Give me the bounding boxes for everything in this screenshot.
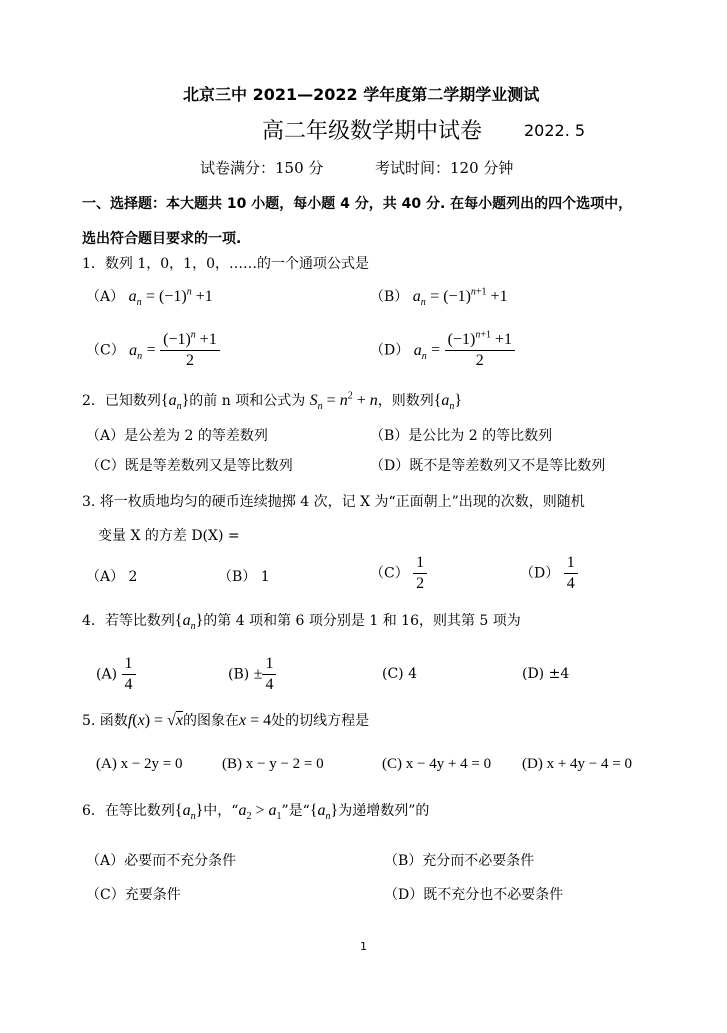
fraction: $\frac{1}{4}$ xyxy=(564,553,578,594)
math-expr: = xyxy=(431,341,441,359)
q2-stem: 2．已知数列$\{a_n\}$的前 n 项和公式为 $S_n = n^2 + n$，则数列$\{a_n\}$ xyxy=(82,390,463,413)
q6-stem: 6．在等比数列$\{a_n\}$中，“$a_2 > a_1$”是“$\{a_n\}$为递增数列”的 xyxy=(82,802,430,823)
q6-option-a: （A）必要而不充分条件 xyxy=(86,853,237,869)
option-label: (A) xyxy=(96,666,118,683)
exam-time: 考试时间：120 分钟 xyxy=(375,159,514,177)
q5-stem: 5. 函数f(x) = √x的图象在x = 4处的切线方程是 xyxy=(82,712,370,729)
fraction: $\frac{(-1)^n +1}{2}$ xyxy=(160,330,220,371)
q5-option-c: (C) x − 4y + 4 = 0 xyxy=(382,756,492,772)
q3-option-b: （B） 1 xyxy=(218,569,270,585)
q4-option-d: (D) ±4 xyxy=(522,666,570,682)
q5-option-a: (A) x − 2y = 0 xyxy=(96,756,183,772)
option-label: （C） xyxy=(86,342,125,359)
page-number: 1 xyxy=(360,940,367,953)
q6-option-c: （C）充要条件 xyxy=(86,887,181,903)
q4-option-c: (C) 4 xyxy=(382,666,417,682)
q2-option-a: （A）是公差为 2 的等差数列 xyxy=(86,428,268,444)
q2-option-b: （B）是公比为 2 的等比数列 xyxy=(370,428,553,444)
option-label: (B) xyxy=(228,666,250,683)
exam-date: 2022. 5 xyxy=(524,121,586,140)
q6-option-b: （B）充分而不必要条件 xyxy=(384,853,535,869)
math-expr: = xyxy=(146,341,156,359)
fraction: $\frac{1}{4}$ xyxy=(262,654,276,695)
fraction: $\frac{1}{2}$ xyxy=(413,553,427,594)
exam-title: 高二年级数学期中试卷 xyxy=(262,119,483,144)
fraction: $\frac{(-1)^{n+1} +1}{2}$ xyxy=(445,330,515,371)
option-label: （D） xyxy=(370,342,410,359)
option-label: （C） xyxy=(370,565,409,582)
section-intro-line2: 选出符合题目要求的一项. xyxy=(82,231,242,247)
q1-option-d xyxy=(370,330,515,371)
q2-option-c: （C）既是等差数列又是等比数列 xyxy=(86,458,293,474)
q3-stem-line2: 变量 X 的方差 D(X) = xyxy=(98,528,240,544)
q5-option-d: (D) x + 4y − 4 = 0 xyxy=(522,756,632,772)
q4-option-a xyxy=(96,654,136,695)
q1-option-a xyxy=(86,286,213,309)
q2-option-d: （D）既不是等差数列又不是等比数列 xyxy=(370,458,606,474)
q3-option-a: （A） 2 xyxy=(86,569,138,585)
fraction: $\frac{1}{4}$ xyxy=(122,654,136,695)
math-expr: = $(-1)^n +1$ xyxy=(146,286,213,305)
math-expr: $a_n$ xyxy=(413,341,427,362)
school-title: 北京三中 2021—2022 学年度第二学期学业测试 xyxy=(183,85,540,104)
q1-stem: 1．数列 1，0，1，0，……的一个通项公式是 xyxy=(82,256,369,272)
math-expr: $a_n$ xyxy=(412,288,426,309)
q4-option-b: (B) ± $\frac{1}{4}$ xyxy=(228,654,276,695)
q5-option-b: (B) x − y − 2 = 0 xyxy=(222,756,324,772)
q4-stem: 4．若等比数列$\{a_n\}$的第 4 项和第 6 项分别是 1 和 16，则其第 5 项为 xyxy=(82,612,521,633)
option-label: （A） xyxy=(86,289,125,305)
section-intro-line1: 一、选择题：本大题共 10 小题，每小题 4 分，共 40 分. 在每小题列出的四个选项中， xyxy=(82,196,633,212)
q1-option-c xyxy=(86,330,220,371)
q3-option-d xyxy=(520,553,578,594)
math-expr: $a_n$ xyxy=(129,341,143,362)
math-expr: = $(-1)^{n+1} +1$ xyxy=(430,286,508,305)
q3-option-c xyxy=(370,553,427,594)
option-label: （D） xyxy=(520,565,560,582)
q3-stem-line1: 3. 将一枚质地均匀的硬币连续抛掷 4 次，记 X 为“正面朝上”出现的次数，则随机 xyxy=(82,494,585,510)
option-label: （B） xyxy=(370,289,409,305)
q6-option-d: （D）既不充分也不必要条件 xyxy=(384,887,564,903)
full-score: 试卷满分：150 分 xyxy=(200,159,324,177)
q1-option-b xyxy=(370,286,508,309)
math-expr: $a_n$ xyxy=(128,288,142,309)
